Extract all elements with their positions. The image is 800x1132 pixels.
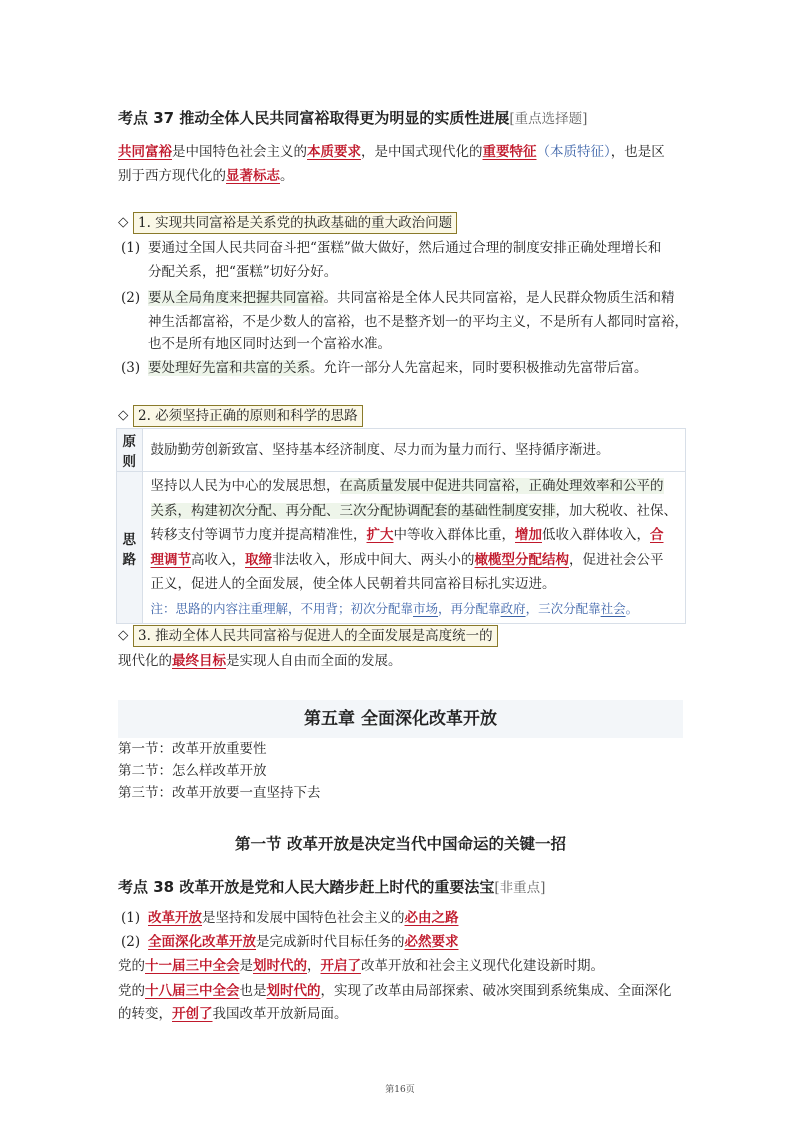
- silu-text: ，促进社会公平: [569, 551, 664, 568]
- k38-text: 是完成新时代目标任务的: [256, 934, 405, 950]
- table-row-principle: [117, 429, 686, 472]
- k38-text: ，实现了改革由局部探索、破冰突围到系统集成、全面深化: [320, 983, 672, 999]
- sec1-p2-highlight: 要从全局角度来把握共同富裕: [148, 290, 324, 306]
- kaodian37-title: 考点 37 推动全体人民共同富裕取得更为明显的实质性进展: [118, 109, 510, 127]
- term-gongtongfuyu: 共同富裕: [118, 144, 172, 160]
- note-benzhitezheng: （本质特征）: [536, 144, 611, 160]
- term-kaichuangle: 开创了: [172, 1006, 213, 1022]
- sec1-prefix: ◇: [118, 214, 129, 230]
- k38-p1-num: (1): [121, 910, 141, 926]
- k38-text: 我国改革开放新局面。: [212, 1006, 348, 1022]
- sec1-p2-num: (2): [121, 290, 141, 306]
- note-zhengfu: 政府: [500, 600, 526, 616]
- principles-table: [116, 428, 686, 624]
- silu-highlight: 关系，构建初次分配、再分配、三次分配协调配套的基础性制度安排: [150, 502, 556, 519]
- sec1-p2-text: 。共同富裕是全体人民共同富裕，是人民群众物质生活和精: [323, 290, 675, 306]
- term-quanmianshenhua: 全面深化改革开放: [148, 934, 256, 950]
- silu-text: 转移支付等调节力度并提高精准性，: [150, 527, 367, 543]
- silu-text: 非法收入，形成中间大、两头小的: [272, 551, 475, 568]
- row-text-yuanze: 鼓励勤劳创新致富、坚持基本经济制度、尽力而为量力而行、坚持循序渐进。: [142, 429, 686, 472]
- sec1-p1-num: (1): [121, 240, 141, 256]
- note-shichang: 市场: [413, 600, 439, 616]
- k38-text: ，: [307, 958, 321, 974]
- kaodian38-title: 考点 38 改革开放是党和人民大踏步赶上时代的重要法宝: [118, 878, 495, 896]
- intro-text: ，也是区: [610, 144, 665, 160]
- term-zhongyaotezheng: 重要特征: [482, 144, 537, 160]
- k38-p2: [148, 931, 459, 953]
- term-ganlanxing: 橄榄型分配结构: [474, 551, 569, 568]
- k38-text: 党的: [118, 958, 145, 974]
- silu-text: 高收入，: [191, 551, 245, 568]
- k38-text: 是坚持和发展中国特色社会主义的: [202, 910, 405, 926]
- note-text: ，再分配靠: [438, 600, 501, 616]
- intro-text: 别于西方现代化的: [118, 168, 226, 184]
- k38-text: 改革开放和社会主义现代化建设新时期。: [361, 958, 604, 974]
- silu-highlight: 在高质量发展中促进共同富裕，正确处理效率和公平的: [339, 478, 664, 494]
- silu-text: 中等收入群体比重，: [393, 527, 515, 543]
- k38-text: 也是: [239, 983, 267, 999]
- term-huashidai: 划时代的: [266, 983, 321, 999]
- term-shibajie: 十八届三中全会: [145, 983, 240, 999]
- term-shiyijie: 十一届三中全会: [145, 958, 240, 974]
- row-label-yuanze: 原则: [117, 429, 143, 472]
- sec1-p2-line1: [148, 287, 675, 309]
- sec1-p1-line1: 要通过全国人民共同奋斗把“蛋糕”做大做好，然后通过合理的制度安排正确处理增长和: [148, 240, 662, 256]
- term-qudi: 取缔: [245, 551, 272, 568]
- silu-text: 坚持以人民为中心的发展思想，: [150, 478, 340, 494]
- sec3-prefix: ◇: [118, 627, 129, 643]
- silu-line-2: [151, 499, 678, 524]
- kaodian37-heading: [118, 107, 587, 130]
- k38-text: 党的: [118, 983, 145, 999]
- intro-text: 是中国特色社会主义的: [172, 144, 307, 160]
- kaodian38-tag: [非重点]: [494, 880, 546, 896]
- toc-item-1: 第一节：改革开放重要性: [118, 741, 267, 757]
- sec1-p3-line1: [148, 357, 648, 379]
- sec1-p2-line3: 也不是所有地区同时达到一个富裕水准。: [148, 336, 391, 352]
- sec3-text-part: 是实现人自由而全面的发展。: [226, 653, 402, 669]
- note-text: 注：思路的内容注重理解，不用背；初次分配靠: [150, 600, 414, 616]
- sec3-heading: 3. 推动全体人民共同富裕与促进人的全面发展是高度统一的: [133, 625, 498, 647]
- note-shehui: 社会: [600, 600, 626, 616]
- term-kaiqile: 开启了: [320, 958, 361, 974]
- row-label-silu: 思路: [117, 472, 143, 624]
- intro-text: ，是中国式现代化的: [361, 144, 483, 160]
- silu-line-4: [151, 548, 678, 573]
- k38-p3: [118, 955, 604, 977]
- intro-line-2: [118, 165, 294, 187]
- term-gaigekaifang: 改革开放: [148, 910, 202, 926]
- silu-note: [151, 597, 678, 622]
- k38-text: 是: [239, 958, 253, 974]
- chapter-title: 第五章 全面深化改革开放: [118, 700, 683, 738]
- row-text-silu: [142, 472, 686, 624]
- silu-line-5: 正义，促进人的全面发展，使全体人民朝着共同富裕目标扎实迈进。: [150, 576, 556, 592]
- silu-line-1: [151, 474, 678, 499]
- term-biyouzhilu: 必由之路: [404, 910, 459, 926]
- silu-text: ，加大税收、社保、: [555, 502, 677, 519]
- sec1-heading: 1. 实现共同富裕是关系党的执政基础的重大政治问题: [133, 212, 457, 234]
- section-title: 第一节 改革开放是决定当代中国命运的关键一招: [235, 835, 566, 853]
- term-biranyaoqiu: 必然要求: [404, 934, 459, 950]
- sec3-text: [118, 650, 402, 672]
- term-benzhiyaoqiu: 本质要求: [307, 144, 361, 160]
- k38-text: 的转变，: [118, 1006, 172, 1022]
- sec1-p2-line2: 神生活都富裕，不是少数人的富裕，也不是整齐划一的平均主义，不是所有人都同时富裕，: [148, 314, 688, 330]
- toc-item-3: 第三节：改革开放要一直坚持下去: [118, 785, 321, 801]
- silu-text: 低收入群体收入，: [542, 527, 650, 543]
- term-kuoda: 扩大: [366, 527, 394, 543]
- page-number: 第16页: [385, 1085, 415, 1095]
- note-text: 。: [625, 600, 639, 616]
- silu-line-3: [151, 523, 678, 548]
- sec3-text-part: 现代化的: [118, 653, 172, 669]
- term-heli: 合: [650, 527, 664, 543]
- k38-p5: [118, 1003, 348, 1025]
- sec1-p1-line2: 分配关系，把“蛋糕”切好分好。: [148, 264, 338, 280]
- sec2-prefix: ◇: [118, 407, 129, 423]
- kaodian38-heading: [118, 876, 545, 899]
- kaodian37-tag: [重点选择题]: [509, 111, 588, 127]
- term-lidiaojie: 理调节: [150, 551, 191, 568]
- k38-p2-num: (2): [121, 934, 141, 950]
- intro-line-1: [118, 141, 665, 163]
- term-zengjia: 增加: [515, 527, 542, 543]
- sec2-heading: 2. 必须坚持正确的原则和科学的思路: [133, 405, 363, 427]
- k38-p4: [118, 980, 672, 1002]
- table-row-silu: [117, 472, 686, 624]
- sec1-p3-text: 。允许一部分人先富起来，同时要积极推动先富带后富。: [310, 360, 648, 376]
- sec1-p3-highlight: 要处理好先富和共富的关系: [148, 360, 310, 376]
- term-huashidai: 划时代的: [253, 958, 307, 974]
- sec1-p3-num: (3): [121, 360, 141, 376]
- k38-p1: [148, 907, 459, 929]
- toc-item-2: 第二节：怎么样改革开放: [118, 763, 267, 779]
- note-text: ，三次分配靠: [525, 600, 601, 616]
- term-xianzhubiaozhi: 显著标志: [226, 168, 280, 184]
- term-zuizhongmubiao: 最终目标: [172, 653, 226, 669]
- intro-text: 。: [280, 168, 294, 184]
